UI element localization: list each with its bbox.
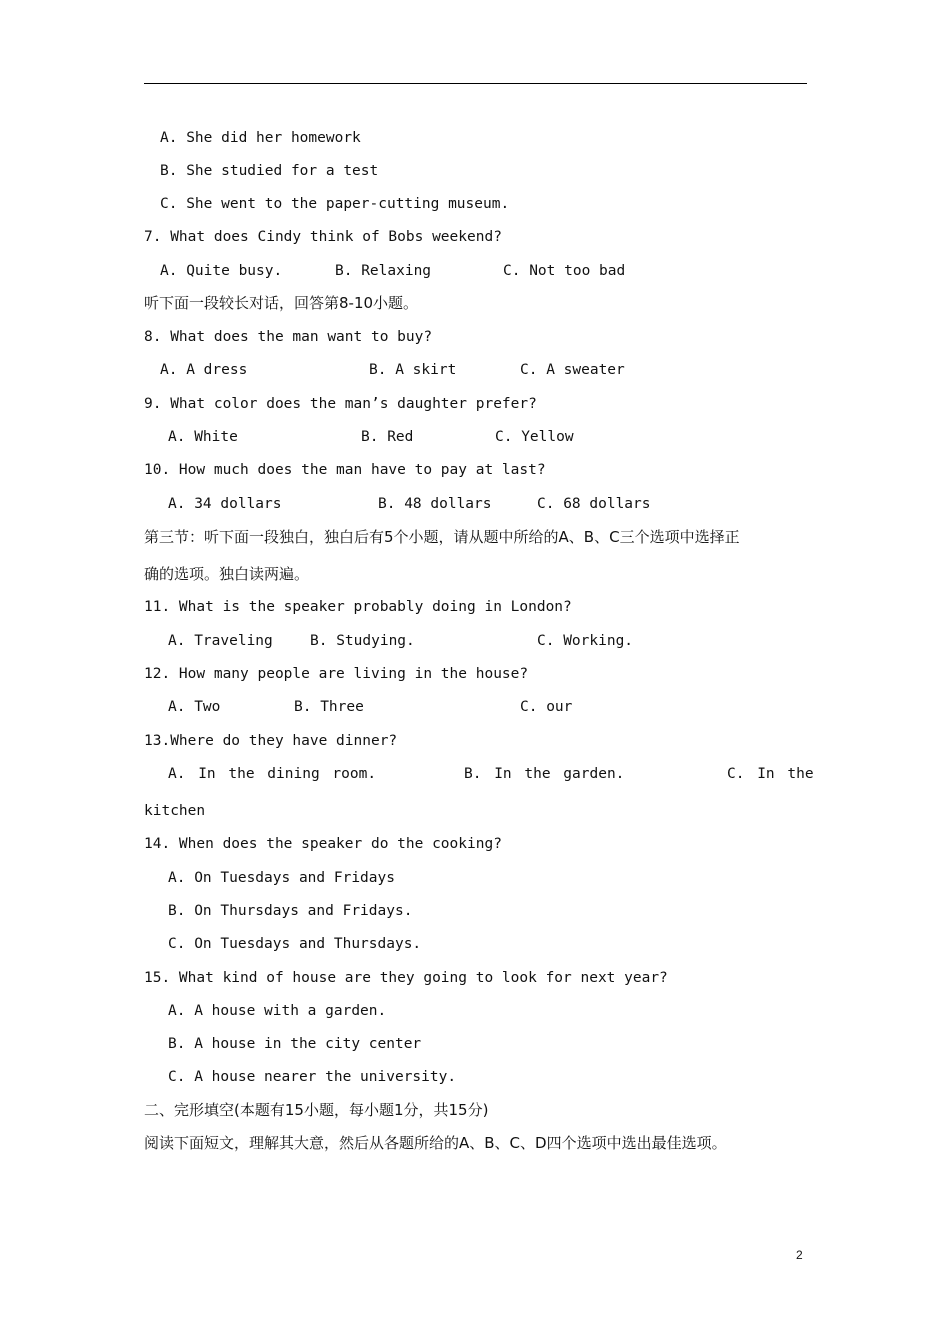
option-text: A. She did her homework xyxy=(160,130,361,146)
option-text: A. A house with a garden. xyxy=(168,1003,387,1019)
option-text: C. A house nearer the university. xyxy=(168,1069,457,1085)
option-text: B. In the garden. xyxy=(464,766,625,782)
question-text: 7. What does Cindy think of Bobs weekend? xyxy=(144,229,502,245)
question-text: 15. What kind of house are they going to look for next year? xyxy=(144,970,668,986)
option-text: C. Yellow xyxy=(495,429,574,445)
part-heading: 二、完形填空(本题有15小题，每小题1分，共15分) xyxy=(144,1101,489,1119)
question-text: 12. How many people are living in the house? xyxy=(144,666,529,682)
instruction-text: 听下面一段较长对话，回答第8-10小题。 xyxy=(144,294,419,312)
option-text: B. A skirt xyxy=(369,362,457,378)
option-text: A. A dress xyxy=(160,362,248,378)
option-text: B. Three xyxy=(294,699,364,715)
part-instruction: 阅读下面短文，理解其大意，然后从各题所给的A、B、C、D四个选项中选出最佳选项。 xyxy=(144,1134,727,1152)
section-instruction: 第三节：听下面一段独白，独白后有5个小题，请从题中所给的A、B、C三个选项中选择正 xyxy=(144,528,740,546)
question-text: 14. When does the speaker do the cooking? xyxy=(144,836,502,852)
option-text: A. In the dining room. xyxy=(168,766,377,782)
page-number: 2 xyxy=(796,1248,803,1262)
question-text: 9. What color does the man’s daughter prefer? xyxy=(144,396,537,412)
option-text: A. On Tuesdays and Fridays xyxy=(168,870,395,886)
option-text: C. She went to the paper-cutting museum. xyxy=(160,196,510,212)
option-text: A. 34 dollars xyxy=(168,496,282,512)
option-text: A. Quite busy. xyxy=(160,263,283,279)
option-text: C. 68 dollars xyxy=(537,496,651,512)
question-text: 10. How much does the man have to pay at last? xyxy=(144,462,546,478)
option-text: B. 48 dollars xyxy=(378,496,492,512)
option-text: A. Two xyxy=(168,699,221,715)
option-text: A. White xyxy=(168,429,238,445)
option-text: B. A house in the city center xyxy=(168,1036,422,1052)
option-text: C. On Tuesdays and Thursdays. xyxy=(168,936,422,952)
option-text: C. Not too bad xyxy=(503,263,626,279)
option-text: B. Studying. xyxy=(310,633,415,649)
option-text: B. She studied for a test xyxy=(160,163,379,179)
question-text: 8. What does the man want to buy? xyxy=(144,329,433,345)
option-text: A. Traveling xyxy=(168,633,273,649)
option-text: B. Relaxing xyxy=(335,263,432,279)
section-instruction: 确的选项。独白读两遍。 xyxy=(144,565,310,583)
option-text: kitchen xyxy=(144,803,206,819)
option-text: B. On Thursdays and Fridays. xyxy=(168,903,413,919)
question-text: 13.Where do they have dinner? xyxy=(144,733,398,749)
option-text: C. In the xyxy=(727,766,814,782)
option-text: C. our xyxy=(520,699,573,715)
option-text: C. A sweater xyxy=(520,362,625,378)
header-rule xyxy=(144,83,807,84)
question-text: 11. What is the speaker probably doing in London? xyxy=(144,599,572,615)
option-text: C. Working. xyxy=(537,633,634,649)
option-text: B. Red xyxy=(361,429,414,445)
